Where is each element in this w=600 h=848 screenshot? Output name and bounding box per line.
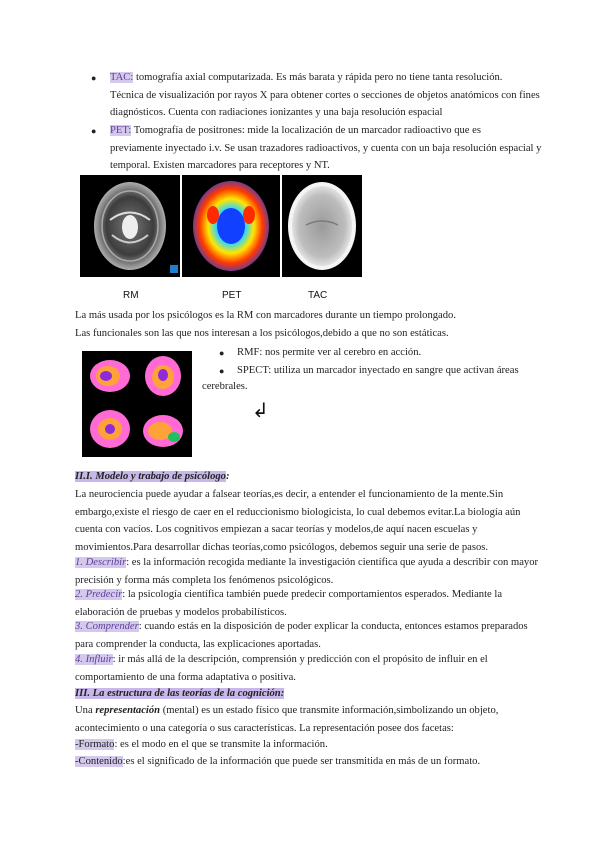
brain-scans-figure [80, 175, 362, 277]
paragraph-rm: La más usada por los psicólogos es la RM con marcadores durante un tiempo prolongado. Las funcionales son las que nos interesan a los psicólogos,debido a que no son estáticas. [75, 310, 456, 339]
step-predecir: 2. Predecir: la psicología científica también puede predecir comportamientos esperados. Mediante la elaboración de pruebas y modelos probabilísticos. [75, 589, 503, 618]
section1-intro: La neurociencia puede ayudar a falsear teorías,es decir, a entender el funcionamiento de la mente.Sin embargo,existe el riesgo de caer en el reduccionismo biologicista, lo cual debemos evitar.La biología aún cuenta con vacíos. Los cognitivos empiezan a sacar teorías y modelos,de aquí nacen escuelas y movimientos.Para desarrollar dichas teorías,como psicólogos, debemos seguir una serie de pasos. [75, 489, 521, 553]
brain-scans-illustration [80, 175, 362, 277]
caption-pet: PET [222, 290, 242, 301]
bullet-dot-icon: ● [219, 366, 225, 376]
section-title-estructura: III. La estructura de las teorías de la cognición: [75, 688, 285, 699]
bullet-pet: PET: Tomografía de positrones: mide la localización de un marcador radioactivo que es previamente inyectado i.v. Se usan trazadores radioactivos, y cuenta con un baja resolución espacial y temporal. Existen marcadores para receptores y NT. [110, 125, 542, 172]
term-pet: PET: [110, 125, 132, 136]
bullet-tac: TAC: tomografía axial computarizada. Es más barata y rápida pero no tiene tanta resolución. Técnica de visualización por rayos X para obtener cortes o secciones de objetos anatómicos con fines diagnósticos. Cuenta con radiaciones ionizantes y una baja resolución espacial [110, 72, 540, 119]
bullet-rmf: RMF: nos permite ver al cerebro en acción. [237, 347, 422, 358]
facet-contenido: -Contenido:es el significado de la información que puede ser transmitida en más de un formato. [75, 756, 481, 767]
step-comprender: 3. Comprender: cuando estás en la disposición de poder explicar la conducta, entonces estamos preparados para comprender la conducta, las explicaciones aportadas. [75, 621, 528, 650]
term-tac: TAC: [110, 72, 134, 83]
bullet-dot-icon: ● [219, 348, 225, 358]
spect-scans-illustration [82, 351, 192, 457]
bullet-dot-icon: ● [91, 73, 97, 83]
return-arrow-icon: ↲ [252, 398, 269, 422]
spect-scans-figure [82, 351, 192, 457]
step-describir: 1. Describir: es la información recogida mediante la investigación científica que ayuda a describir con mayor precisión y forma más completa los fenómenos psicológicos. [75, 557, 539, 586]
caption-tac: TAC [308, 290, 328, 301]
facet-formato: -Formato: es el modo en el que se transmite la información. [75, 739, 328, 750]
bullet-spect-cont: cerebrales. [202, 381, 248, 392]
bullet-spect: SPECT: utiliza un marcador inyectado en sangre que activan áreas [237, 365, 519, 376]
section2-intro: Una representación (mental) es un estado físico que transmite información,simbolizando un objeto, acontecimiento o una categoría o sus características. La representación posee dos facetas: [75, 705, 499, 734]
section-title-modelo: II.I. Modelo y trabajo de psicólogo: [75, 471, 230, 482]
caption-rm: RM [123, 290, 139, 301]
bullet-dot-icon: ● [91, 126, 97, 136]
step-influir: 4. Influir: ir más allá de la descripción, comprensión y predicción con el propósito de influir en el comportamiento de una forma adaptativa o positiva. [75, 654, 488, 683]
